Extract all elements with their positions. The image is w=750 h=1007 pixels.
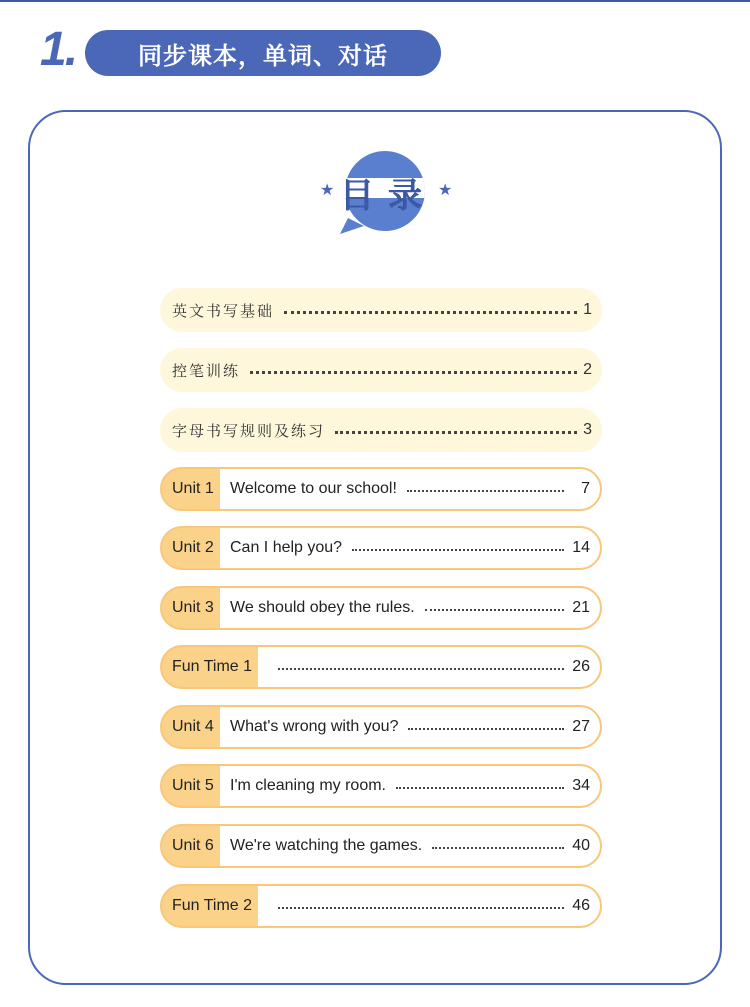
toc-row-title: Welcome to our school!	[230, 480, 397, 497]
toc-title: 目录	[340, 176, 436, 216]
dot-leader	[396, 787, 564, 789]
dot-leader	[250, 371, 577, 374]
toc-row-title: 英文书写基础	[172, 301, 275, 320]
toc-row-page: 21	[572, 599, 590, 616]
toc-row-page: 3	[583, 421, 592, 438]
toc-row-page: 34	[572, 777, 590, 794]
toc-row-page: 1	[583, 301, 592, 318]
toc-row-page: 27	[572, 718, 590, 735]
unit-label: Unit 4	[172, 718, 214, 735]
unit-label: Unit 3	[172, 599, 214, 616]
section-number: 1.	[40, 23, 77, 76]
toc-unit-row[interactable]	[160, 884, 602, 928]
unit-body	[220, 766, 600, 806]
toc-row-page: 40	[572, 837, 590, 854]
dot-leader	[408, 728, 564, 730]
unit-body	[258, 647, 600, 687]
dot-leader	[284, 311, 577, 314]
toc-row-title: I'm cleaning my room.	[230, 777, 386, 794]
toc-unit-row[interactable]	[160, 586, 602, 630]
toc-unit-row[interactable]	[160, 824, 602, 868]
unit-label: Unit 5	[172, 777, 214, 794]
toc-row-page: 14	[572, 539, 590, 556]
dot-leader	[278, 668, 564, 670]
dot-leader	[335, 431, 577, 434]
section-title: 同步课本，单词、对话	[138, 41, 388, 70]
toc-unit-row[interactable]	[160, 645, 602, 689]
unit-label: Fun Time 2	[172, 897, 253, 914]
toc-unit-row[interactable]	[160, 705, 602, 749]
star-icon: ★	[438, 180, 453, 199]
toc-row-title: What's wrong with you?	[230, 718, 399, 735]
toc-row-page: 7	[581, 480, 590, 497]
dot-leader	[432, 847, 564, 849]
dot-leader	[352, 549, 564, 551]
toc-row-page: 26	[572, 658, 590, 675]
star-icon: ★	[320, 180, 335, 199]
toc-unit-row[interactable]	[160, 467, 602, 511]
toc-row-title: 字母书写规则及练习	[172, 421, 326, 440]
toc-row[interactable]	[160, 408, 602, 452]
toc-row-page: 46	[572, 897, 590, 914]
toc-row-title: Can I help you?	[230, 539, 343, 556]
toc-row-title: We should obey the rules.	[230, 599, 415, 616]
unit-body	[220, 588, 600, 628]
unit-body	[220, 826, 600, 866]
unit-body	[258, 886, 600, 926]
unit-label: Fun Time 1	[172, 658, 253, 675]
unit-label: Unit 1	[172, 480, 214, 497]
unit-body	[220, 469, 600, 509]
unit-label: Unit 6	[172, 837, 214, 854]
dot-leader	[425, 609, 564, 611]
toc-row-title: 控笔训练	[172, 361, 241, 380]
top-rule	[0, 0, 750, 2]
toc-row[interactable]	[160, 348, 602, 392]
toc-unit-row[interactable]	[160, 764, 602, 808]
dot-leader	[278, 907, 564, 909]
unit-body	[220, 528, 600, 568]
toc-row-page: 2	[583, 361, 592, 378]
toc-row-title: We're watching the games.	[230, 837, 423, 854]
unit-label: Unit 2	[172, 539, 214, 556]
toc-unit-row[interactable]	[160, 526, 602, 570]
unit-body	[220, 707, 600, 747]
toc-row[interactable]	[160, 288, 602, 332]
section-title-pill	[85, 30, 441, 76]
dot-leader	[407, 490, 564, 492]
